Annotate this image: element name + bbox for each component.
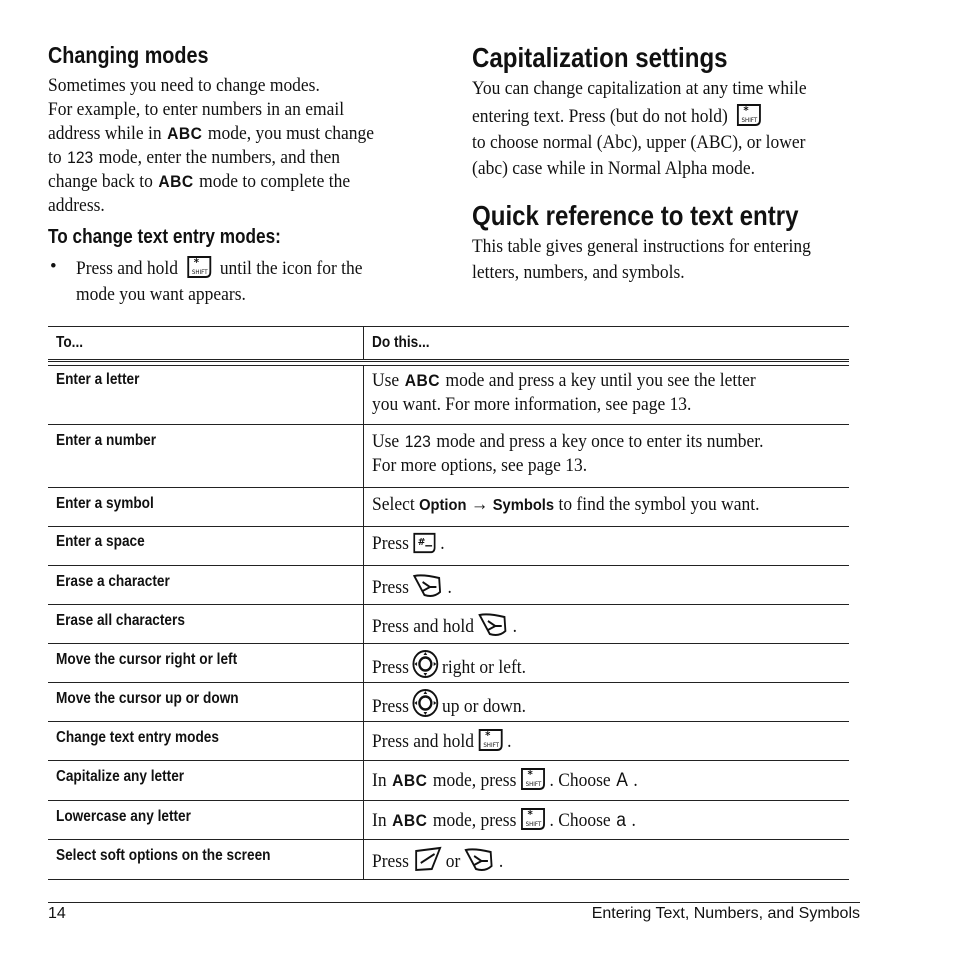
paragraph-line — [48, 170, 407, 194]
instruction-line — [372, 845, 811, 874]
abc-mode-icon: ABC — [158, 172, 194, 191]
column-header-to: To... — [56, 334, 84, 351]
page-number: 14 — [48, 905, 66, 922]
table-cell-action — [48, 644, 364, 682]
table-cell-instruction — [364, 644, 849, 682]
text-run: mode and press a key once to enter its number. — [436, 431, 764, 452]
shift-star-key-icon — [477, 727, 505, 753]
left-soft-key-icon — [412, 845, 443, 873]
text-run: . Choose — [549, 770, 611, 791]
paragraph-line: to choose normal (Abc), upper (ABC), or lower — [472, 132, 806, 153]
heading-capitalization-settings: Capitalization settings — [472, 42, 728, 73]
paragraph-line: address. — [48, 195, 105, 216]
clear-key-icon — [463, 845, 496, 873]
row-label: Select soft options on the screen — [56, 847, 271, 864]
text-run: Press — [372, 533, 409, 554]
row-label: Erase a character — [56, 573, 170, 590]
clear-key-icon — [477, 610, 510, 638]
text-run: mode, press — [432, 770, 517, 791]
text-run: until the icon for the — [219, 258, 363, 279]
table-row — [48, 801, 849, 840]
instruction-line: For more options, see page 13. — [372, 455, 588, 476]
table-cell-action — [48, 761, 364, 800]
text-run: Press — [372, 577, 409, 598]
text-run: up or down. — [442, 696, 527, 717]
table-row — [48, 840, 849, 880]
table-cell-action — [48, 566, 364, 604]
table-row — [48, 761, 849, 801]
instruction-line — [372, 493, 811, 518]
instruction-line — [372, 727, 811, 754]
uppercase-mode-icon: A — [616, 770, 628, 791]
row-label: Move the cursor up or down — [56, 690, 239, 707]
table-cell-action — [48, 527, 364, 565]
numeric-mode-icon: 123 — [404, 432, 431, 451]
arrow-icon: → — [470, 494, 489, 515]
heading-changing-modes: Changing modes — [48, 42, 209, 68]
row-label: Enter a symbol — [56, 495, 154, 512]
navigation-key-icon — [412, 649, 440, 679]
instruction-line — [372, 688, 811, 719]
instruction-line — [372, 649, 811, 680]
row-label: Enter a space — [56, 533, 145, 550]
table-cell-instruction — [364, 683, 849, 721]
table-row — [48, 365, 849, 425]
left-column — [48, 40, 438, 308]
table-cell-instruction — [364, 366, 849, 424]
instruction-line — [372, 766, 811, 793]
text-run: . Choose — [549, 810, 611, 831]
table-cell-action — [48, 801, 364, 839]
text-run: . — [633, 770, 638, 791]
table-cell-action — [48, 366, 364, 424]
paragraph-line — [48, 122, 407, 146]
footer-rule — [48, 902, 860, 903]
instruction-line — [372, 610, 811, 639]
instruction-line: you want. For more information, see page 13. — [372, 394, 692, 415]
table-row — [48, 722, 849, 761]
table-header-row — [48, 326, 849, 362]
table-cell-instruction — [364, 840, 849, 879]
table-cell-instruction — [364, 761, 849, 800]
row-label: Enter a letter — [56, 371, 140, 388]
table-row — [48, 425, 849, 488]
table-cell-action — [48, 840, 364, 879]
shift-star-key-icon — [185, 254, 213, 280]
text-run: Press — [372, 696, 409, 717]
text-run: In — [372, 770, 387, 791]
table-cell-instruction — [364, 722, 849, 760]
text-run: change back to — [48, 171, 153, 192]
instruction-line — [372, 430, 811, 454]
column-header-do-this: Do this... — [372, 334, 430, 351]
clear-key-icon — [412, 571, 445, 599]
paragraph-line — [472, 102, 831, 130]
text-run: to find the symbol you want. — [558, 494, 760, 515]
paragraph-line: (abc) case while in Normal Alpha mode. — [472, 158, 755, 179]
text-run: Press and hold — [372, 731, 474, 752]
quick-reference-table — [48, 326, 849, 880]
navigation-key-icon — [412, 688, 440, 718]
text-run: . — [512, 616, 517, 637]
table-row — [48, 644, 849, 683]
table-cell-action — [48, 605, 364, 643]
text-run: Select — [372, 494, 415, 515]
subheading-change-modes: To change text entry modes: — [48, 226, 281, 248]
menu-option: Option — [419, 497, 467, 514]
text-run: mode to complete the — [199, 171, 351, 192]
table-cell-instruction — [364, 605, 849, 643]
row-label: Enter a number — [56, 432, 157, 449]
bullet-line: mode you want appears. — [76, 284, 246, 305]
table-cell-instruction — [364, 425, 849, 487]
table-row — [48, 566, 849, 605]
text-run: to — [48, 147, 62, 168]
text-run: . — [440, 533, 445, 554]
text-run: . — [507, 731, 512, 752]
table-cell-action — [48, 722, 364, 760]
text-run: Press and hold — [372, 616, 474, 637]
table-row — [48, 605, 849, 644]
row-label: Change text entry modes — [56, 729, 219, 746]
instruction-line — [372, 531, 811, 556]
paragraph-line: letters, numbers, and symbols. — [472, 262, 685, 283]
table-header-cell — [48, 327, 364, 359]
text-run: . — [447, 577, 452, 598]
text-run: . — [631, 810, 636, 831]
text-run: entering text. Press (but do not hold) — [472, 106, 728, 127]
table-cell-instruction — [364, 488, 849, 526]
table-cell-action — [48, 683, 364, 721]
table-cell-action — [48, 425, 364, 487]
instruction-line — [372, 806, 811, 833]
table-row — [48, 683, 849, 722]
instruction-line — [372, 571, 811, 600]
bullet-dot: • — [50, 256, 57, 277]
abc-mode-icon: ABC — [392, 771, 428, 790]
text-run: right or left. — [442, 657, 527, 678]
text-run: or — [445, 851, 461, 872]
table-row — [48, 488, 849, 527]
abc-mode-icon: ABC — [167, 124, 203, 143]
text-run: Press — [372, 851, 409, 872]
text-run: Press — [372, 657, 409, 678]
lowercase-mode-icon: a — [616, 810, 626, 831]
row-label: Move the cursor right or left — [56, 651, 238, 668]
paragraph-line: You can change capitalization at any time while — [472, 78, 807, 99]
paragraph-line: For example, to enter numbers in an email — [48, 99, 345, 120]
shift-star-key-icon — [519, 806, 547, 832]
shift-star-key-icon — [519, 766, 547, 792]
text-run: mode, press — [432, 810, 517, 831]
row-label: Capitalize any letter — [56, 768, 185, 785]
table-header-cell — [364, 327, 849, 359]
text-run: mode, you must change — [207, 123, 374, 144]
table-cell-instruction — [364, 527, 849, 565]
chapter-title: Entering Text, Numbers, and Symbols — [591, 905, 860, 922]
text-run: Use — [372, 431, 400, 452]
instruction-line — [372, 369, 811, 393]
table-cell-action — [48, 488, 364, 526]
shift-star-key-icon — [735, 102, 763, 128]
bullet-line — [76, 254, 409, 282]
text-run: mode and press a key until you see the letter — [445, 370, 756, 391]
table-cell-instruction — [364, 566, 849, 604]
text-run: In — [372, 810, 387, 831]
row-label: Erase all characters — [56, 612, 185, 629]
text-run: Press and hold — [76, 258, 178, 279]
heading-quick-reference: Quick reference to text entry — [472, 200, 799, 231]
text-run: mode, enter the numbers, and then — [98, 147, 340, 168]
numeric-mode-icon: 123 — [67, 148, 94, 167]
abc-mode-icon: ABC — [392, 811, 428, 830]
space-pound-key-icon — [412, 531, 438, 555]
paragraph-line — [48, 146, 407, 170]
menu-symbols: Symbols — [492, 497, 555, 514]
bullet-item — [48, 254, 438, 308]
row-label: Lowercase any letter — [56, 808, 191, 825]
table-row — [48, 527, 849, 566]
right-column — [472, 40, 862, 286]
text-run: Use — [372, 370, 400, 391]
paragraph-line: Sometimes you need to change modes. — [48, 75, 320, 96]
paragraph-line: This table gives general instructions for entering — [472, 236, 811, 257]
table-cell-instruction — [364, 801, 849, 839]
text-run: . — [498, 851, 504, 872]
abc-mode-icon: ABC — [404, 371, 440, 390]
text-run: address while in — [48, 123, 162, 144]
